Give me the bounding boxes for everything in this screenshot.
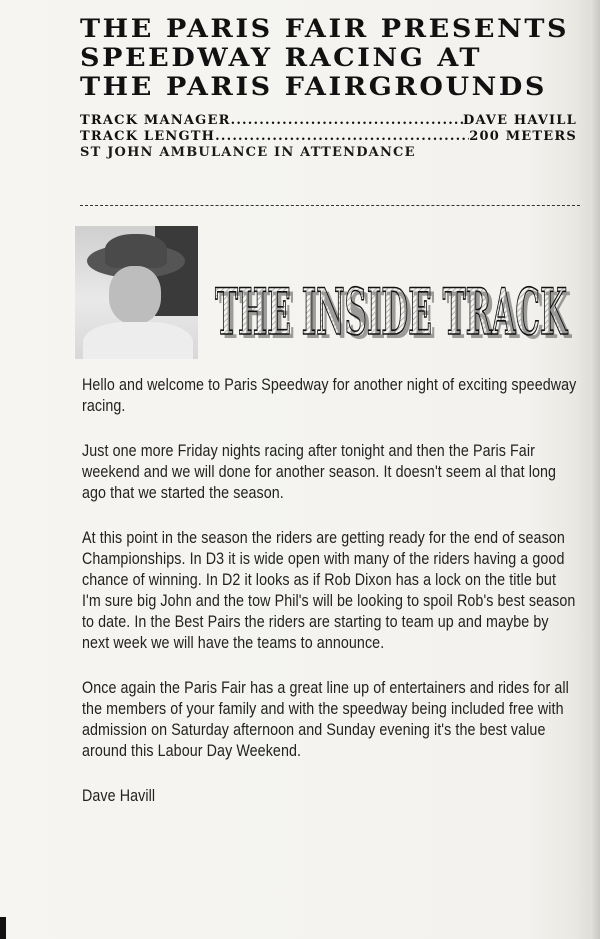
- scan-mark: [0, 917, 6, 939]
- headline-line-3: THE PARIS FAIRGROUNDS: [80, 72, 548, 101]
- event-info: [80, 113, 577, 161]
- feature-title-shadow: THE INSIDE TRACK: [219, 279, 573, 346]
- track-length-row: [80, 129, 577, 145]
- paragraph: Once again the Paris Fair has a great line up of entertainers and rides for all the members of your family and with the speedway being included free with admission on Saturday afternoon and Sunday evening it's the best value around this Labour Day Weekend.: [82, 678, 569, 760]
- program-header: [80, 14, 585, 161]
- ambulance-notice: ST JOHN AMBULANCE IN ATTENDANCE: [80, 145, 416, 160]
- leader-dots: [231, 113, 463, 129]
- feature-title-art: [213, 242, 579, 346]
- headline-line-1: THE PARIS FAIR PRESENTS: [80, 14, 570, 43]
- feature-title: THE INSIDE TRACK: [215, 275, 569, 346]
- track-manager-row: [80, 113, 577, 129]
- headline-line-2: SPEEDWAY RACING AT: [80, 43, 483, 72]
- dashed-divider: [80, 205, 580, 206]
- author-photo: [75, 226, 198, 359]
- signature: Dave Havill: [82, 786, 156, 805]
- track-manager-value: DAVE HAVILL: [462, 113, 577, 128]
- leader-dots: [215, 129, 469, 145]
- paragraph: At this point in the season the riders are getting ready for the end of season Championships. In D3 it is wide open with many of the riders having a good chance of winning. In D2 it looks as if Rob Dixon has a lock on the title but I'm sure big John and the tow Phil's will be looking to spoil Rob's best season to date. In the Best Pairs the riders are starting to team up and maybe by next week we will have the teams to announce.: [82, 528, 576, 652]
- page-edge-shadow: [590, 0, 600, 939]
- paragraph: Hello and welcome to Paris Speedway for another night of exciting speedway racing.: [82, 375, 577, 415]
- track-length-label: TRACK LENGTH: [80, 129, 216, 144]
- article-body: [82, 374, 580, 830]
- track-length-value: 200 METERS: [469, 129, 577, 144]
- paragraph: Just one more Friday nights racing after tonight and then the Paris Fair weekend and we will done for another season. It doesn't seem al that long ago that we started the season.: [82, 441, 557, 502]
- track-manager-label: TRACK MANAGER: [80, 113, 231, 128]
